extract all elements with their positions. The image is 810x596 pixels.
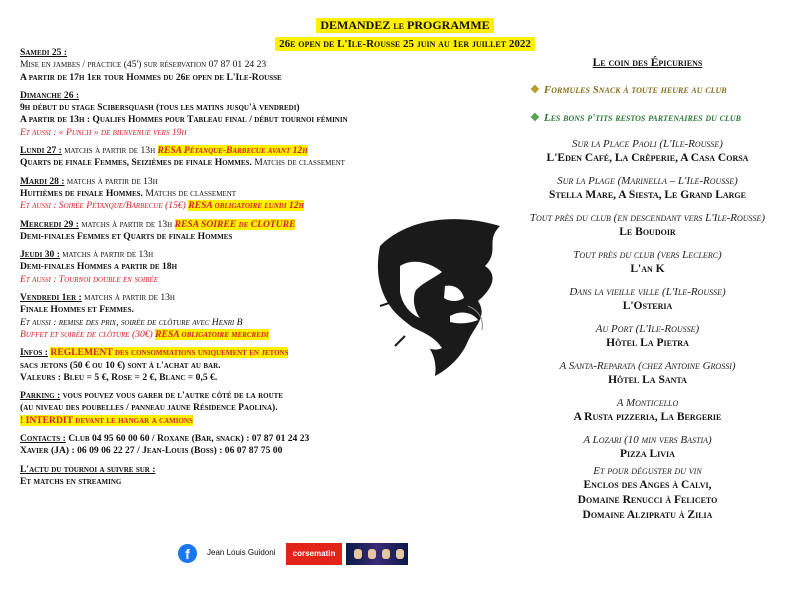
place-location: A Monticello	[616, 397, 679, 409]
epicuriens-column	[500, 55, 795, 523]
day-label: Mardi 28 :	[20, 175, 65, 187]
place-location: Tout près du club (en descendant vers L'Ile-Rousse)	[529, 212, 766, 224]
place-restaurants: Pizza Livia	[620, 448, 675, 460]
schedule-line: Demi-finales Femmes et Quarts de finale Hommes	[20, 230, 233, 242]
bons-restos-item	[500, 111, 795, 124]
facebook-icon[interactable]: f	[178, 544, 197, 563]
extra-line: Et aussi : Tournoi double en soirée	[20, 273, 159, 285]
schedule-text: matchs à partir de 13h	[64, 175, 158, 187]
epicuriens-title: Le coin des Épicuriens	[592, 57, 703, 69]
place-restaurants: Hôtel La Santa	[608, 374, 687, 386]
place-restaurants: A Rusta pizzeria, La Bergerie	[573, 411, 722, 423]
interdit-badge: ! INTERDIT	[20, 414, 73, 426]
reglement-badge: REGLEMENT des consommations uniquement en jetons	[50, 347, 289, 359]
infos-section	[20, 347, 380, 384]
resa-badge: RESA obligatoire lundi 12h	[188, 200, 304, 212]
day-vendredi	[20, 292, 380, 341]
place-restaurants: Le Boudoir	[619, 226, 676, 238]
schedule-text: matchs à partir de 13h	[81, 292, 175, 304]
place-restaurants: L'Osteria	[622, 300, 673, 312]
place-location: Sur la Plage (Marinella – L'Ile-Rousse)	[557, 175, 738, 187]
day-label: Vendredi 1er :	[20, 292, 82, 304]
place-location: A Santa-Reparata (chez Antoine Grossi)	[559, 360, 736, 372]
schedule-column	[20, 47, 380, 494]
contacts-text: Club 04 95 60 00 60 / Roxane (Bar, snack) : 07 87 01 24 23	[65, 433, 310, 445]
contacts-section	[20, 433, 380, 458]
diamond-bullet-icon: ❖	[530, 112, 540, 124]
contacts-label: Contacts :	[20, 433, 66, 445]
parking-label: Parking :	[20, 390, 61, 402]
infos-line: Valeurs : Bleu = 5 €, Rose = 2 €, Blanc = 0,5 €.	[20, 371, 218, 383]
day-jeudi	[20, 249, 380, 286]
schedule-text: matchs à partir de 13h	[78, 218, 175, 230]
formules-text: Formules Snack à toute heure au club	[543, 84, 727, 96]
place-location: Sur la Place Paoli (L'Ile-Rousse)	[572, 138, 723, 150]
extra-line: Et aussi : « Punch » de bienvenue vers 19h	[20, 126, 187, 138]
day-mercredi	[20, 219, 380, 244]
day-dimanche	[20, 90, 380, 139]
schedule-text: Matchs de classement	[251, 157, 345, 169]
schedule-text: matchs à partir de 13h	[61, 145, 158, 157]
portrait-illustration	[350, 206, 520, 386]
day-mardi	[20, 176, 380, 213]
event-photo-icon[interactable]	[346, 543, 408, 565]
vin-item: Enclos des Anges à Calvi,	[583, 479, 712, 491]
corsematin-logo[interactable]: corsematin	[286, 543, 342, 565]
schedule-text: Quarts de finale Femmes, Seizièmes de finale Hommes.	[20, 157, 252, 169]
day-label: Lundi 27 :	[20, 145, 62, 157]
place-restaurants: Stella Mare, A Siesta, Le Grand Large	[549, 189, 746, 201]
diamond-bullet-icon: ❖	[530, 84, 540, 96]
day-label: Mercredi 29 :	[20, 218, 79, 230]
place-location: Dans la vieille ville (L'Ile-Rousse)	[569, 286, 726, 298]
schedule-text: matchs à partir de 13h	[59, 249, 154, 261]
interdit-text: devant le hangar a camions	[72, 414, 193, 426]
infos-line: sacs jetons (50 € ou 10 €) sont à l'achat au bar.	[20, 359, 221, 371]
contacts-line: Xavier (JA) : 06 09 06 22 27 / Jean-Louis (Boss) : 06 07 87 75 00	[20, 445, 283, 457]
header-title: DEMANDEZ le PROGRAMME	[316, 18, 493, 33]
header-subtitle: 26e open de L'Ile-Rousse 25 juin au 1er juillet 2022	[275, 37, 535, 51]
resa-badge: RESA SOIREE de CLOTURE	[174, 218, 296, 230]
vin-item: Domaine Alzipratu à Zilia	[582, 509, 713, 521]
schedule-line: Finale Hommes et Femmes.	[20, 304, 134, 316]
schedule-line: 9h début du stage Scibersquash (tous les matins jusqu'à vendredi)	[20, 102, 300, 114]
actu-section	[20, 464, 380, 489]
schedule-line: Demi-finales Hommes a partir de 18h	[20, 261, 178, 273]
infos-label: Infos :	[20, 347, 48, 359]
schedule-line: A partir de 17h 1er tour Hommes du 26e open de L'Ile-Rousse	[20, 71, 282, 83]
formules-item	[500, 83, 795, 96]
place-restaurants: L'Eden Café, La Crêperie, A Casa Corsa	[546, 152, 749, 164]
parking-text: vous pouvez vous garer de l'autre côté de la route	[60, 390, 284, 402]
actu-label: L'actu du tournoi a suivre sur :	[20, 463, 156, 475]
resa-badge: RESA Pétanque-Barbecue avant 12h	[157, 145, 308, 157]
day-label: Dimanche 26 :	[20, 89, 80, 101]
schedule-text: Matchs de classement	[142, 187, 237, 199]
extra-text: Et aussi : Soirée Pétanque/Barbecue (15€)	[20, 200, 189, 212]
actu-line: Et matchs en streaming	[20, 475, 122, 487]
vin-item: Domaine Renucci à Feliceto	[577, 494, 718, 506]
place-location: A Lozari (10 min vers Bastia)	[583, 434, 712, 446]
place-location: Au Port (L'Ile-Rousse)	[595, 323, 700, 335]
day-lundi	[20, 145, 380, 170]
parking-line: (au niveau des poubelles / panneau jaune Résidence Paolina).	[20, 402, 278, 414]
facebook-name[interactable]: Jean Louis Guidoni	[207, 548, 276, 557]
place-location: Tout près du club (vers Leclerc)	[573, 249, 722, 261]
day-samedi	[20, 47, 380, 84]
bons-restos-text: Les bons p'tits restos partenaires du club	[543, 112, 742, 124]
schedule-line: Et aussi : remise des prix, soirée de clôture avec Henri B	[20, 316, 243, 328]
schedule-line: Mise en jambes / practice (45') sur réservation 07 87 01 24 23	[20, 59, 267, 71]
day-label: Samedi 25 :	[20, 47, 68, 58]
resa-badge: RESA obligatoire mercredi	[155, 328, 269, 340]
schedule-line: A partir de 13h : Qualifs Hommes pour Tableau final / début tournoi féminin	[20, 114, 348, 126]
extra-text: Buffet et soirée de clôture (30€)	[20, 328, 156, 340]
place-restaurants: L'an K	[630, 263, 665, 275]
schedule-text: Huitièmes de finale Hommes.	[20, 187, 143, 199]
day-label: Jeudi 30 :	[20, 249, 60, 261]
vin-intro: Et pour déguster du vin	[593, 465, 702, 477]
place-restaurants: Hôtel La Pietra	[606, 337, 689, 349]
parking-section	[20, 390, 380, 427]
